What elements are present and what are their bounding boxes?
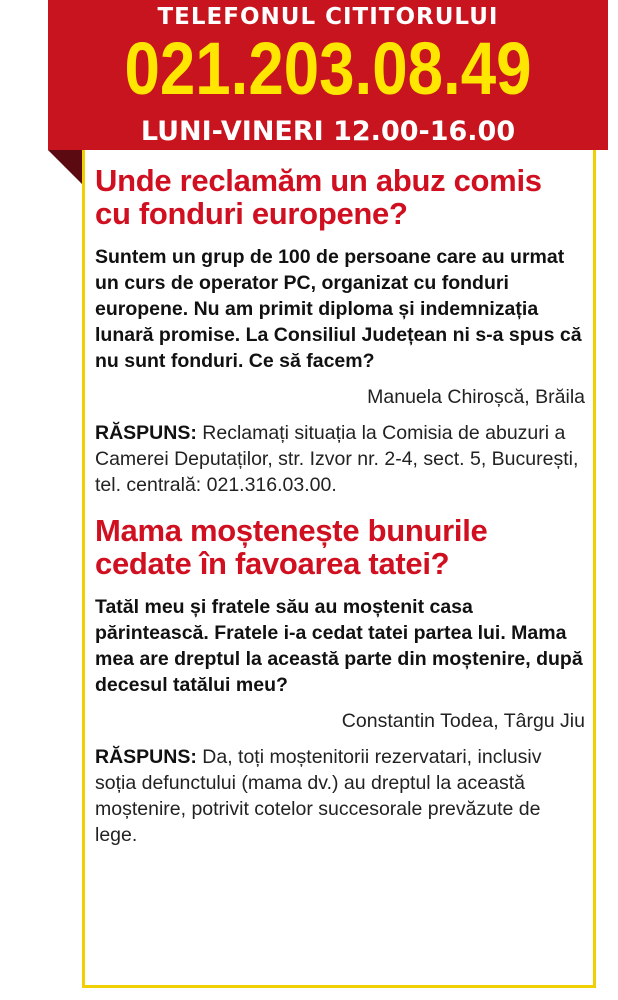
- question-text: Tatăl meu și fratele său au moștenit casa părintească. Fratele i-a cedat tatei partea lui. Mama mea are dreptul la această parte din moștenire, după decesul tatălui meu?: [95, 596, 583, 696]
- answer-text: Reclamați situația la Comisia de abuzuri a Camerei Deputaților, str. Izvor nr. 2-4, sect. 5, București, tel. centrală: 021.316.03.00.: [95, 422, 579, 496]
- question-title: Mama moștenește bunurile cedate în favoarea tatei?: [95, 513, 488, 581]
- banner-phone-number: 021.203.08.49: [124, 27, 532, 110]
- article-1: [95, 164, 585, 498]
- banner-hours: LUNI-VINERI 12.00-16.00: [140, 116, 516, 147]
- banner-title: TELEFONUL CITITORULUI: [157, 4, 499, 30]
- answer: [95, 744, 585, 848]
- reader-phone-banner: [48, 0, 608, 150]
- answer: [95, 420, 585, 498]
- answer-label: RĂSPUNS:: [95, 746, 197, 768]
- answer-label: RĂSPUNS:: [95, 422, 197, 444]
- qa-content: [95, 164, 585, 864]
- question-text: Suntem un grup de 100 de persoane care au urmat un curs de operator PC, organizat cu fonduri europene. Nu am primit diploma și indemnizația lunară promise. La Consiliul Județean ni s-a spus că nu sunt fonduri. Ce să facem?: [95, 246, 582, 372]
- question-title: Unde reclamăm un abuz comis cu fonduri europene?: [95, 163, 542, 231]
- qa-box: [82, 150, 596, 988]
- article-2: [95, 514, 585, 848]
- question-author: Constantin Todea, Târgu Jiu: [341, 710, 585, 732]
- answer-text: Da, toți moștenitorii rezervatari, inclusiv soția defunctului (mama dv.) au dreptul la această moștenire, potrivit cotelor succesorale prevăzute de lege.: [95, 746, 542, 846]
- banner-fold-shadow: [48, 150, 82, 184]
- question-author: Manuela Chiroșcă, Brăila: [367, 386, 585, 408]
